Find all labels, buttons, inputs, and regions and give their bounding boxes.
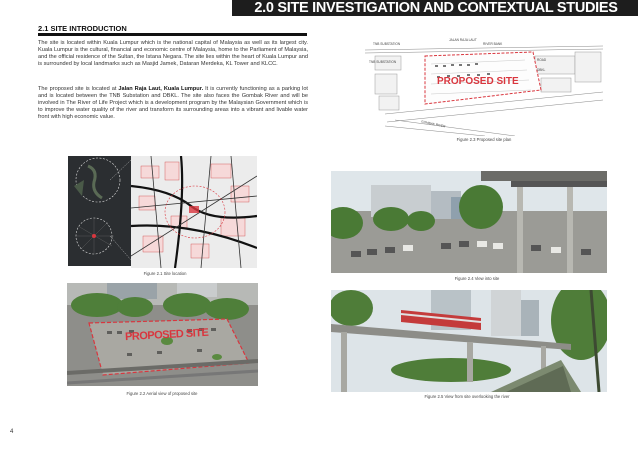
road-label-right: ROAD — [537, 58, 547, 62]
view-into-site-photo — [331, 171, 607, 273]
dbkl-label: DBKL — [537, 68, 546, 72]
gombak-river-label: GOMBAK RIVER — [420, 119, 446, 129]
proposed-site-label: PROPOSED SITE — [437, 76, 519, 87]
intro-paragraph-1: The site is located within Kuala Lumpur which is the national capital of Malaysia as well as its largest city. Kuala Lumpur is the cultural, financial and economic centre of Malaysia, home to the Parliament of Malaysia, and the official residence of the Sultan, the Istana Negara. The site lies within the heart of Kuala Lumpur and is surrounded by local landmarks such as Masjid Jamek, Dataran Merdeka, KL Tower and KLCC. — [38, 40, 308, 67]
page-number: 4 — [10, 429, 14, 435]
aerial-site-label: PROPOSED SITE — [124, 326, 209, 344]
tnb-label-top: TNB SUBSTATION — [373, 42, 401, 46]
location-map-detail — [131, 156, 257, 268]
location-map-dark — [68, 156, 131, 266]
site-plan-figure — [365, 30, 603, 136]
river-bank-label: RIVER BANK — [483, 42, 503, 46]
section-rule — [38, 33, 307, 36]
tnb-label-left: TNB SUBSTATION — [369, 60, 397, 64]
aerial-photo — [67, 283, 258, 386]
section-title: 2.1 SITE INTRODUCTION — [38, 24, 127, 33]
site-plan-caption: Figure 2.3 Proposed site plan — [456, 137, 512, 142]
location-caption: Figure 2.1 Site location — [143, 271, 187, 276]
view-into-caption: Figure 2.4 View into site — [454, 276, 500, 281]
road-label-top: JALAN RAJA LAUT — [449, 38, 477, 42]
river-view-photo — [331, 290, 607, 392]
page-title: 2.0 SITE INVESTIGATION AND CONTEXTUAL STUDIES — [254, 0, 618, 16]
intro-paragraph-2: The proposed site is located at Jalan Raja Laut, Kuala Lumpur. It is currently functioning as a parking lot and is located between the TNB Substation and DBKL. The site also faces the Gombak River and will be involved in The River of Life Project which is a development program by the Malaysian Government which is to improve the water quality of the river and transform its surrounding areas into a vibrant and livable water front with high economic value. — [38, 86, 308, 120]
river-view-caption: Figure 2.5 View from site overlooking the river — [424, 394, 510, 399]
aerial-caption: Figure 2.2 Aerial view of proposed site — [126, 391, 198, 396]
site-address: Jalan Raja Laut, Kuala Lumpur. — [118, 86, 204, 92]
